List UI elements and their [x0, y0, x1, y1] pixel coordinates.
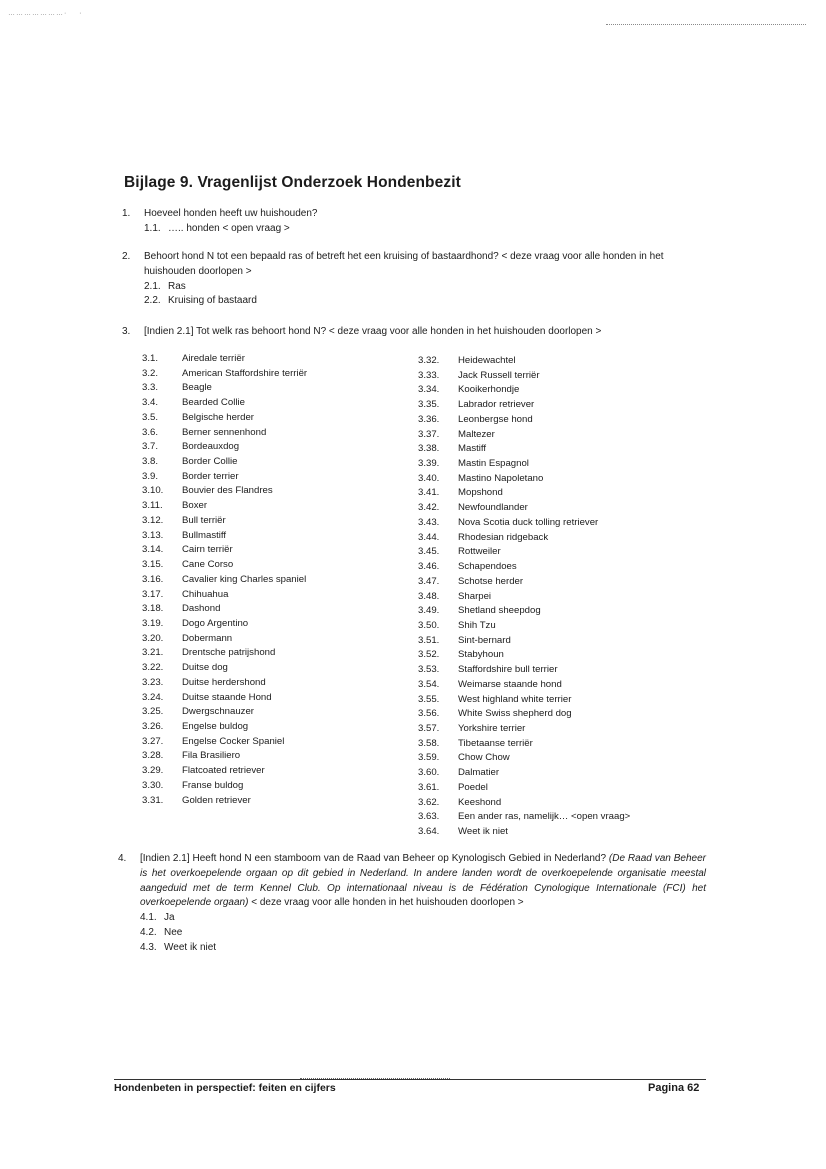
- breed-option: [142, 455, 307, 470]
- answer-option: [144, 280, 718, 295]
- option-number: 2.2.: [144, 295, 161, 307]
- option-number: 3.46.: [418, 561, 440, 573]
- option-label: Berner sennenhond: [182, 426, 267, 438]
- option-label: Poedel: [458, 781, 488, 793]
- breed-option: [142, 484, 307, 499]
- option-label: Border terrier: [182, 470, 239, 482]
- option-number: 3.56.: [418, 708, 440, 720]
- option-label: Shetland sheepdog: [458, 605, 541, 617]
- option-number: 3.31.: [142, 794, 164, 806]
- question-number: 1.: [122, 208, 131, 219]
- option-label: Mastiff: [458, 443, 487, 455]
- option-number: 3.61.: [418, 781, 440, 793]
- breed-option: [142, 691, 307, 706]
- breed-option: [418, 354, 630, 369]
- option-number: 3.52.: [418, 649, 440, 661]
- option-label: Duitse dog: [182, 662, 228, 674]
- option-number: 4.3.: [140, 941, 157, 953]
- option-label: Newfoundlander: [458, 502, 528, 514]
- option-number: 3.38.: [418, 443, 440, 455]
- option-label: Schotse herder: [458, 575, 524, 587]
- option-number: 3.45.: [418, 546, 440, 558]
- option-label: Belgische herder: [182, 411, 254, 423]
- option-number: 3.15.: [142, 559, 164, 571]
- option-number: 3.25.: [142, 706, 164, 718]
- breed-option: [142, 764, 307, 779]
- option-label: Kooikerhondje: [458, 384, 520, 396]
- option-number: 3.22.: [142, 662, 164, 674]
- option-label: Beagle: [182, 382, 212, 394]
- option-number: 3.54.: [418, 678, 440, 690]
- option-number: 3.32.: [418, 355, 440, 366]
- option-number: 3.17.: [142, 588, 164, 600]
- option-number: 3.57.: [418, 722, 440, 734]
- option-number: 3.23.: [142, 676, 164, 688]
- breed-option: [142, 440, 307, 455]
- option-label: Rhodesian ridgeback: [458, 531, 549, 543]
- option-number: 3.8.: [142, 456, 159, 468]
- option-number: 3.18.: [142, 603, 164, 615]
- option-label: Dogo Argentino: [182, 617, 249, 629]
- option-label: Yorkshire terrier: [458, 722, 526, 734]
- option-label: Keeshond: [458, 796, 502, 808]
- breed-option: [418, 766, 630, 781]
- breed-option: [142, 381, 307, 396]
- option-label: Bearded Collie: [182, 397, 245, 409]
- breed-option: [142, 676, 307, 691]
- question-text: Hoeveel honden heeft uw huishouden?: [144, 208, 318, 219]
- breed-option: [418, 634, 630, 649]
- option-number: 3.64.: [418, 826, 440, 837]
- answer-option: [140, 941, 706, 956]
- option-label: Weet ik niet: [164, 941, 217, 953]
- option-number: 3.9.: [142, 470, 159, 482]
- option-number: 3.42.: [418, 502, 440, 514]
- option-label: Drentsche patrijshond: [182, 647, 276, 659]
- question-number: 4.: [118, 853, 127, 864]
- option-number: 3.28.: [142, 750, 164, 762]
- breed-option: [418, 619, 630, 634]
- option-number: 4.1.: [140, 912, 157, 924]
- option-number: 3.35.: [418, 399, 440, 411]
- option-number: 3.27.: [142, 735, 164, 747]
- option-label: Dwergschnauzer: [182, 706, 254, 718]
- option-number: 3.33.: [418, 369, 440, 381]
- breed-option: [418, 531, 630, 546]
- option-label: Cane Corso: [182, 559, 234, 571]
- scan-line: [606, 24, 806, 25]
- answer-option: [144, 222, 317, 237]
- option-number: 3.13.: [142, 529, 164, 541]
- option-number: 4.2.: [140, 926, 157, 938]
- option-label: Cavalier king Charles spaniel: [182, 573, 307, 585]
- breed-option: [418, 442, 630, 457]
- option-label: ….. honden < open vraag >: [168, 222, 290, 234]
- breed-option: [142, 558, 307, 573]
- option-label: Stabyhoun: [458, 649, 504, 661]
- breed-option: [418, 428, 630, 443]
- answer-option: [144, 294, 718, 309]
- breed-option: [142, 470, 307, 485]
- option-label: Sharpei: [458, 590, 492, 602]
- answer-option: [140, 926, 706, 941]
- option-number: 3.60.: [418, 767, 440, 779]
- option-label: Rottweiler: [458, 546, 501, 558]
- option-label: Jack Russell terriër: [458, 369, 540, 381]
- option-number: 1.1.: [144, 222, 161, 234]
- breed-option: [418, 825, 630, 840]
- option-label: Mopshond: [458, 487, 503, 499]
- option-number: 3.58.: [418, 737, 440, 749]
- breed-option: [418, 369, 630, 384]
- option-label: Bouvier des Flandres: [182, 485, 273, 497]
- breed-option: [142, 543, 307, 558]
- option-number: 3.40.: [418, 472, 440, 484]
- breed-option: [142, 720, 307, 735]
- option-label: Fila Brasiliero: [182, 750, 241, 762]
- breed-option: [418, 398, 630, 413]
- breed-option: [418, 737, 630, 752]
- option-number: 2.1.: [144, 280, 161, 292]
- option-label: West highland white terrier: [458, 693, 572, 705]
- breed-option: [418, 707, 630, 722]
- breed-option: [418, 678, 630, 693]
- breed-option: [142, 602, 307, 617]
- option-number: 3.24.: [142, 691, 164, 703]
- breed-option: [142, 588, 307, 603]
- option-label: White Swiss shepherd dog: [458, 708, 572, 720]
- breed-option: [418, 810, 630, 825]
- option-number: 3.36.: [418, 413, 440, 425]
- breed-option: [142, 499, 307, 514]
- option-number: 3.37.: [418, 428, 440, 440]
- breed-option: [142, 646, 307, 661]
- breed-option: [142, 794, 307, 809]
- option-number: 3.62.: [418, 796, 440, 808]
- breed-option: [142, 352, 307, 367]
- breed-option: [142, 779, 307, 794]
- option-label: Nova Scotia duck tolling retriever: [458, 516, 599, 528]
- option-label: Mastino Napoletano: [458, 472, 544, 484]
- option-label: Ja: [164, 912, 175, 924]
- breed-option: [142, 617, 307, 632]
- option-number: 3.50.: [418, 619, 440, 631]
- scan-marks: …………………· ·: [8, 10, 83, 17]
- option-label: Franse buldog: [182, 779, 244, 791]
- option-label: American Staffordshire terriër: [182, 367, 308, 379]
- option-number: 3.43.: [418, 516, 440, 528]
- breed-option: [418, 560, 630, 575]
- breed-option: [418, 751, 630, 766]
- option-label: Bull terriër: [182, 514, 226, 526]
- option-number: 3.1.: [142, 353, 159, 364]
- option-label: Bordeauxdog: [182, 441, 240, 453]
- option-number: 3.55.: [418, 693, 440, 705]
- option-label: Leonbergse hond: [458, 413, 533, 425]
- answer-option: [140, 911, 706, 926]
- option-label: Tibetaanse terriër: [458, 737, 533, 749]
- option-number: 3.19.: [142, 617, 164, 629]
- option-label: Flatcoated retriever: [182, 765, 265, 777]
- breed-option: [418, 486, 630, 501]
- breed-option: [418, 383, 630, 398]
- breed-option: [142, 735, 307, 750]
- question-text: Behoort hond N tot een bepaald ras of betreft het een kruising of bastaardhond? < deze vraag voor alle honden in het huishouden doorlopen >: [144, 251, 664, 277]
- breed-option: [418, 722, 630, 737]
- option-label: Dashond: [182, 603, 221, 615]
- option-number: 3.48.: [418, 590, 440, 602]
- option-number: 3.12.: [142, 514, 164, 526]
- footer-scan-marks: [300, 1078, 450, 1079]
- option-label: Duitse staande Hond: [182, 691, 272, 703]
- breed-option: [418, 457, 630, 472]
- option-number: 3.16.: [142, 573, 164, 585]
- option-label: Sint-bernard: [458, 634, 511, 646]
- option-label: Weet ik niet: [458, 826, 508, 837]
- option-number: 3.44.: [418, 531, 440, 543]
- option-label: Heidewachtel: [458, 355, 516, 366]
- footer-title: Hondenbeten in perspectief: feiten en cijfers: [114, 1082, 336, 1094]
- page-number: Pagina 62: [648, 1082, 700, 1094]
- breed-option: [418, 472, 630, 487]
- breed-option: [418, 781, 630, 796]
- question-text: [Indien 2.1] Tot welk ras behoort hond N? < deze vraag voor alle honden in het huishouden doorlopen >: [144, 326, 602, 337]
- breed-option: [418, 516, 630, 531]
- option-number: 3.11.: [142, 500, 163, 512]
- option-label: Labrador retriever: [458, 399, 535, 411]
- option-number: 3.3.: [142, 382, 159, 394]
- option-number: 3.49.: [418, 605, 440, 617]
- option-number: 3.30.: [142, 779, 164, 791]
- option-number: 3.20.: [142, 632, 164, 644]
- option-label: Ras: [168, 280, 186, 292]
- option-label: Dobermann: [182, 632, 233, 644]
- breed-list-left: [142, 352, 307, 808]
- option-label: Chow Chow: [458, 752, 510, 764]
- breed-option: [142, 529, 307, 544]
- option-label: Staffordshire bull terrier: [458, 664, 558, 676]
- breed-option: [418, 604, 630, 619]
- question-number: 3.: [122, 326, 131, 337]
- breed-option: [418, 648, 630, 663]
- option-number: 3.14.: [142, 544, 164, 556]
- breed-option: [142, 396, 307, 411]
- breed-option: [418, 575, 630, 590]
- option-label: Bullmastiff: [182, 529, 227, 541]
- option-label: Dalmatier: [458, 767, 500, 779]
- option-label: Schapendoes: [458, 561, 517, 573]
- option-number: 3.10.: [142, 485, 164, 497]
- option-label: Shih Tzu: [458, 619, 496, 631]
- option-label: Maltezer: [458, 428, 495, 440]
- option-number: 3.63.: [418, 811, 440, 823]
- option-label: Border Collie: [182, 456, 238, 468]
- option-number: 3.2.: [142, 367, 159, 379]
- breed-option: [142, 749, 307, 764]
- option-number: 3.51.: [418, 634, 440, 646]
- option-number: 3.41.: [418, 487, 440, 499]
- option-label: Kruising of bastaard: [168, 295, 257, 307]
- breed-option: [418, 413, 630, 428]
- breed-option: [142, 514, 307, 529]
- option-label: Golden retriever: [182, 794, 251, 806]
- option-number: 3.21.: [142, 647, 164, 659]
- breed-option: [142, 573, 307, 588]
- breed-option: [142, 705, 307, 720]
- option-number: 3.29.: [142, 765, 164, 777]
- breed-option: [418, 545, 630, 560]
- footer-divider: [114, 1079, 706, 1080]
- breed-option: [418, 590, 630, 605]
- option-number: 3.6.: [142, 426, 159, 438]
- option-number: 3.7.: [142, 441, 159, 453]
- breed-option: [418, 796, 630, 811]
- option-label: Engelse Cocker Spaniel: [182, 735, 285, 747]
- option-label: Engelse buldog: [182, 720, 249, 732]
- question-text: [Indien 2.1] Heeft hond N een stamboom van de Raad van Beheer op Kynologisch Gebied in Nederland?: [140, 853, 609, 864]
- option-number: 3.59.: [418, 752, 440, 764]
- breed-option: [142, 661, 307, 676]
- option-label: Weimarse staande hond: [458, 678, 562, 690]
- option-label: Nee: [164, 926, 183, 938]
- option-label: Duitse herdershond: [182, 676, 266, 688]
- option-label: Cairn terriër: [182, 544, 233, 556]
- option-number: 3.53.: [418, 664, 440, 676]
- option-label: Mastin Espagnol: [458, 458, 529, 470]
- question-number: 2.: [122, 251, 131, 262]
- breed-option: [418, 693, 630, 708]
- option-number: 3.47.: [418, 575, 440, 587]
- breed-option: [142, 411, 307, 426]
- option-number: 3.39.: [418, 458, 440, 470]
- option-number: 3.34.: [418, 384, 440, 396]
- breed-list-right: [418, 354, 630, 840]
- question-instruction: < deze vraag voor alle honden in het huishouden doorlopen >: [248, 897, 524, 909]
- option-label: Chihuahua: [182, 588, 229, 600]
- breed-option: [142, 367, 307, 382]
- page-title: Bijlage 9. Vragenlijst Onderzoek Hondenbezit: [124, 174, 461, 191]
- breed-option: [142, 426, 307, 441]
- option-label: Boxer: [182, 500, 208, 512]
- option-number: 3.4.: [142, 397, 159, 409]
- option-number: 3.26.: [142, 720, 164, 732]
- option-label: Een ander ras, namelijk… <open vraag>: [458, 811, 631, 823]
- breed-option: [418, 663, 630, 678]
- breed-option: [142, 632, 307, 647]
- question-note: (De Raad van Beheer is het overkoepelende orgaan op dit gebied in Nederland. In andere landen wordt de overkoepelende organisatie meestal aangeduid met de term Kennel Club. Op internationaal niveau is de Fédération Cynologique Internationale (FCI) het overkoepelende orgaan): [140, 853, 706, 909]
- breed-option: [418, 501, 630, 516]
- option-number: 3.5.: [142, 411, 159, 423]
- option-label: Airedale terriër: [182, 353, 245, 364]
